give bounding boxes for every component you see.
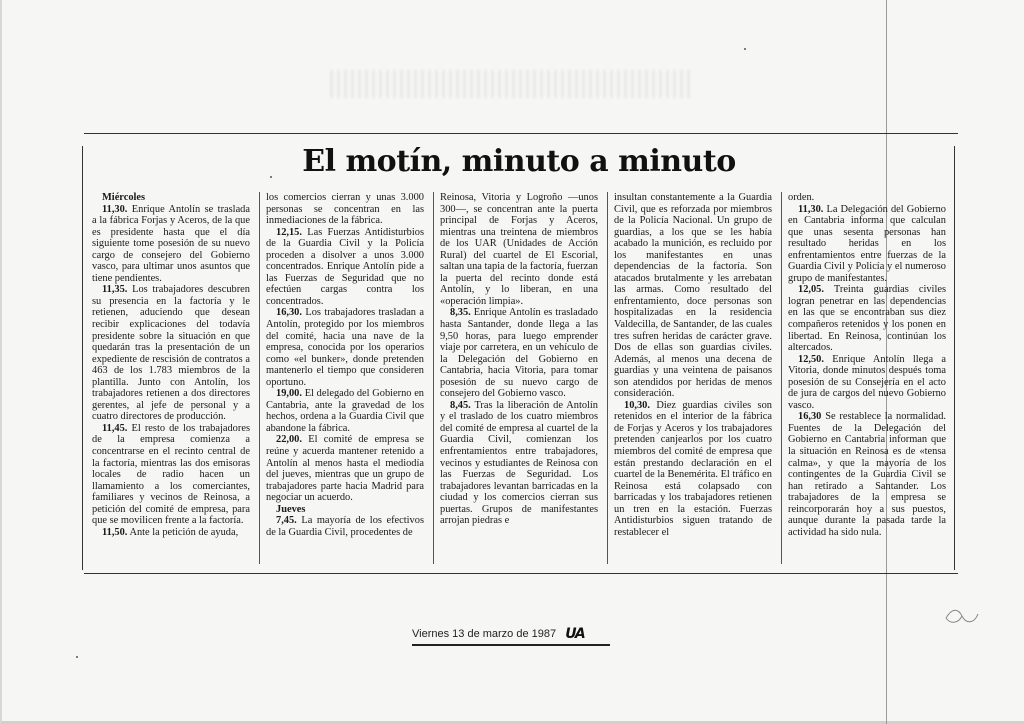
day-heading: Miércoles — [102, 192, 146, 203]
entry-time: 8,45. — [450, 399, 471, 411]
entry-time: 12,50. — [798, 353, 824, 365]
entry-time: 11,35. — [102, 284, 128, 296]
entry-time: 12,05. — [798, 284, 824, 296]
column-3 — [440, 192, 598, 564]
scan-speck — [76, 656, 78, 658]
timeline-entry — [266, 434, 424, 503]
frame-left — [82, 146, 83, 570]
entry-text: Enrique Antolín se traslada a la fábrica Forjas y Aceros, de la que es presidente hasta que el día siguiente tome posesión de su nuevo cargo de consejero del Gobierno vasco, para ultimar unos asuntos que tiene pendientes. — [92, 203, 250, 284]
entry-time: 11,50. — [102, 526, 128, 538]
entry-time: 10,30. — [624, 399, 650, 411]
timeline-entry — [266, 307, 424, 388]
entry-text: Ante la petición de ayuda, — [129, 526, 239, 538]
entry-time: 11,30. — [102, 203, 128, 215]
continued-paragraph: insultan constantemente a la Guardia Civil, que es reforzada por miembros de la Policía Nacional. Un grupo de guardias, a los que se les había acabado la munición, es recluido por los manifestantes en unas dependencias de la factoría. Son atacados brutalmente y les arrebatan las armas. Como resultado del enfrentamiento, doce personas son hospitalizadas en la residencia Valdecilla, de Santander, de las cuales tres sufren heridas de carácter grave. Dos de ellas son guardias civiles. Además, al menos una decena de guardias y una veintena de paisanos son atendidos por heridas de menos consideración. — [614, 192, 772, 400]
scan-speck — [744, 48, 746, 50]
entry-text: Treinta guardias civiles logran penetrar en las dependencias en las que se encontraban sus diez compañeros retenidos y los ponen en libertad. En Reinosa, continúan los altercados. — [788, 284, 946, 354]
timeline-entry — [788, 204, 946, 285]
timeline-entry — [614, 400, 772, 539]
entry-text: Enrique Antolín llega a Vitoria, donde minutos después toma posesión de su Consejería en el acto de jura de cargos del nuevo Gobierno vasco. — [788, 353, 946, 411]
entry-text: El comité de empresa se reúne y acuerda mantener retenido a Antolín al menos hasta el mediodía del jueves, mientras que un grupo de trabajadores parte hacia Madrid para negociar un acuerdo. — [266, 434, 424, 504]
timeline-entry — [92, 423, 250, 527]
headline: El motín, minuto a minuto — [302, 144, 736, 179]
page-footer — [412, 626, 612, 646]
timeline-entry — [92, 527, 250, 539]
entry-time: 12,15. — [276, 226, 302, 238]
entry-text: El delegado del Gobierno en Cantabria, ante la gravedad de los hechos, ordena a la Guardia Civil que abandone la fábrica. — [266, 388, 424, 434]
entry-text: La mayoría de los efectivos de la Guardia Civil, procedentes de — [266, 515, 424, 538]
continued-paragraph: los comercios cierran y unas 3.000 personas se concentran en las inmediaciones de la fábrica. — [266, 192, 424, 227]
entry-text: Los trabajadores descubren su presencia en la factoría y le retienen, aduciendo que desean recibir explicaciones del todavía presidente sobre la situación en que quedarán tras la presentación de un expediente de rescisión de contratos a 463 de los 1.783 miembros de la plantilla. Junto con Antolín, los trabajadores retienen a dos directores gerentes, al jefe de personal y a cuatro directores de producción. — [92, 284, 250, 423]
column-1 — [92, 192, 250, 564]
entry-text: El resto de los trabajadores de la empresa comienza a concentrarse en el recinto central de la factoría, mientras las dos emisoras locales de radio hacen un llamamiento a los comerciantes, familiares y vecinos de Reinosa, a petición del comité de empresa, para que se movilicen frente a la factoría. — [92, 422, 250, 527]
column-4 — [614, 192, 772, 564]
photocopy-smudge — [330, 70, 690, 98]
top-rule — [84, 133, 958, 134]
entry-time: 11,45. — [102, 422, 128, 434]
footer-rule — [412, 644, 610, 646]
entry-time: 8,35. — [450, 307, 471, 319]
continued-paragraph: Reinosa, Vitoria y Logroño —unos 300—, se concentran ante la puerta principal de Forjas y Aceros, mientras una treintena de miembros de los UAR (Unidades de Acción Rural) del cuartel de El Escorial, saltan una tapia de la factoría, fuerzan la puerta del recinto donde está Antolín, y lo liberan, en una «operación limpia». — [440, 192, 598, 307]
pen-loop-mark — [944, 606, 980, 626]
column-separator — [259, 192, 260, 564]
column-separator — [433, 192, 434, 564]
entry-text: Las Fuerzas Antidisturbios de la Guardia Civil y la Policía proceden a disolver a unos 3.000 concentrados. Enrique Antolín pide a las Fuerzas de Seguridad que no efectúen cargas contra los concentrados. — [266, 226, 424, 307]
entry-time: 11,30. — [798, 203, 824, 215]
entry-text: La Delegación del Gobierno en Cantabria informa que calculan que unas sesenta personas han resultado heridas en los enfrentamientos entre fuerzas de la Guardia Civil y Policía y el numeroso grupo de manifestantes. — [788, 203, 946, 284]
newspaper-article — [80, 130, 958, 576]
continued-paragraph: orden. — [788, 192, 815, 203]
entry-time: 16,30. — [276, 307, 302, 319]
column-2 — [266, 192, 424, 564]
entry-time: 22,00. — [276, 434, 302, 446]
column-separator — [781, 192, 782, 564]
timeline-entry — [788, 284, 946, 353]
entry-text: Los trabajadores trasladan a Antolín, protegido por los miembros del comité, hacia una nave de la empresa, conocida por los operarios como «el bunker», donde pretenden mantenerlo el tiempo que consideren oportuno. — [266, 307, 424, 388]
entry-text: Enrique Antolín es trasladado hasta Santander, donde llega a las 9,50 horas, para luego emprender viaje por carretera, en un vehículo de la Delegación del Gobierno en Cantabria, hacia Vitoria, para tomar posesión de su nuevo cargo de consejero del Gobierno vasco. — [440, 307, 598, 400]
timeline-entry — [788, 411, 946, 538]
timeline-entry — [266, 515, 424, 538]
entry-time: 16,30 — [798, 411, 822, 423]
timeline-entry — [266, 227, 424, 308]
column-separator — [607, 192, 608, 564]
timeline-entry — [92, 284, 250, 423]
timeline-entry — [788, 354, 946, 412]
timeline-entry — [440, 307, 598, 399]
article-columns — [88, 192, 948, 564]
bottom-rule — [84, 573, 958, 574]
scan-speck — [270, 176, 272, 178]
entry-text: Se restablece la normalidad. Fuentes de la Delegación del Gobierno en Cantabria informan que la situación en Reinosa es de «tensa calma», y que la mayoría de los contingentes de la Guardia Civil se han retirado a Santander. Los trabajadores de la empresa se reincorporarán hoy a sus puestos, aunque durante la pasada tarde la actividad ha sido nula. — [788, 411, 946, 538]
timeline-entry — [92, 204, 250, 285]
timeline-entry — [440, 400, 598, 527]
entry-time: 19,00. — [276, 388, 302, 400]
entry-text: Tras la liberación de Antolín y el traslado de los cuatro miembros del comité de empresa al cuartel de la Guardia Civil, comienzan los enfrentamientos entre trabajadores, vecinos y estudiantes de Reinosa con las Fuerzas de Seguridad. Los trabajadores levantan barricadas en la ciudad y los comercios cierran sus puertas. Grupos de manifestantes arrojan piedras e — [440, 399, 598, 527]
entry-text: Diez guardias civiles son retenidos en el interior de la fábrica de Forjas y Aceros y los trabajadores pretenden canjearlos por los cuatro miembros del comité de empresa que están prestando declaración en el cuartel de la Benemérita. El tráfico en Reinosa está colapsado con barricadas y los trabajadores retienen un tren en la estación. Fuerzas Antidisturbios siguen tratando de restablecer el — [614, 399, 772, 538]
newspaper-logo: UA — [565, 626, 585, 642]
frame-right — [954, 146, 955, 570]
footer-date: Viernes 13 de marzo de 1987 — [412, 628, 557, 640]
timeline-entry — [266, 388, 424, 434]
day-heading: Jueves — [276, 503, 306, 515]
entry-time: 7,45. — [276, 515, 297, 527]
column-5 — [788, 192, 946, 564]
